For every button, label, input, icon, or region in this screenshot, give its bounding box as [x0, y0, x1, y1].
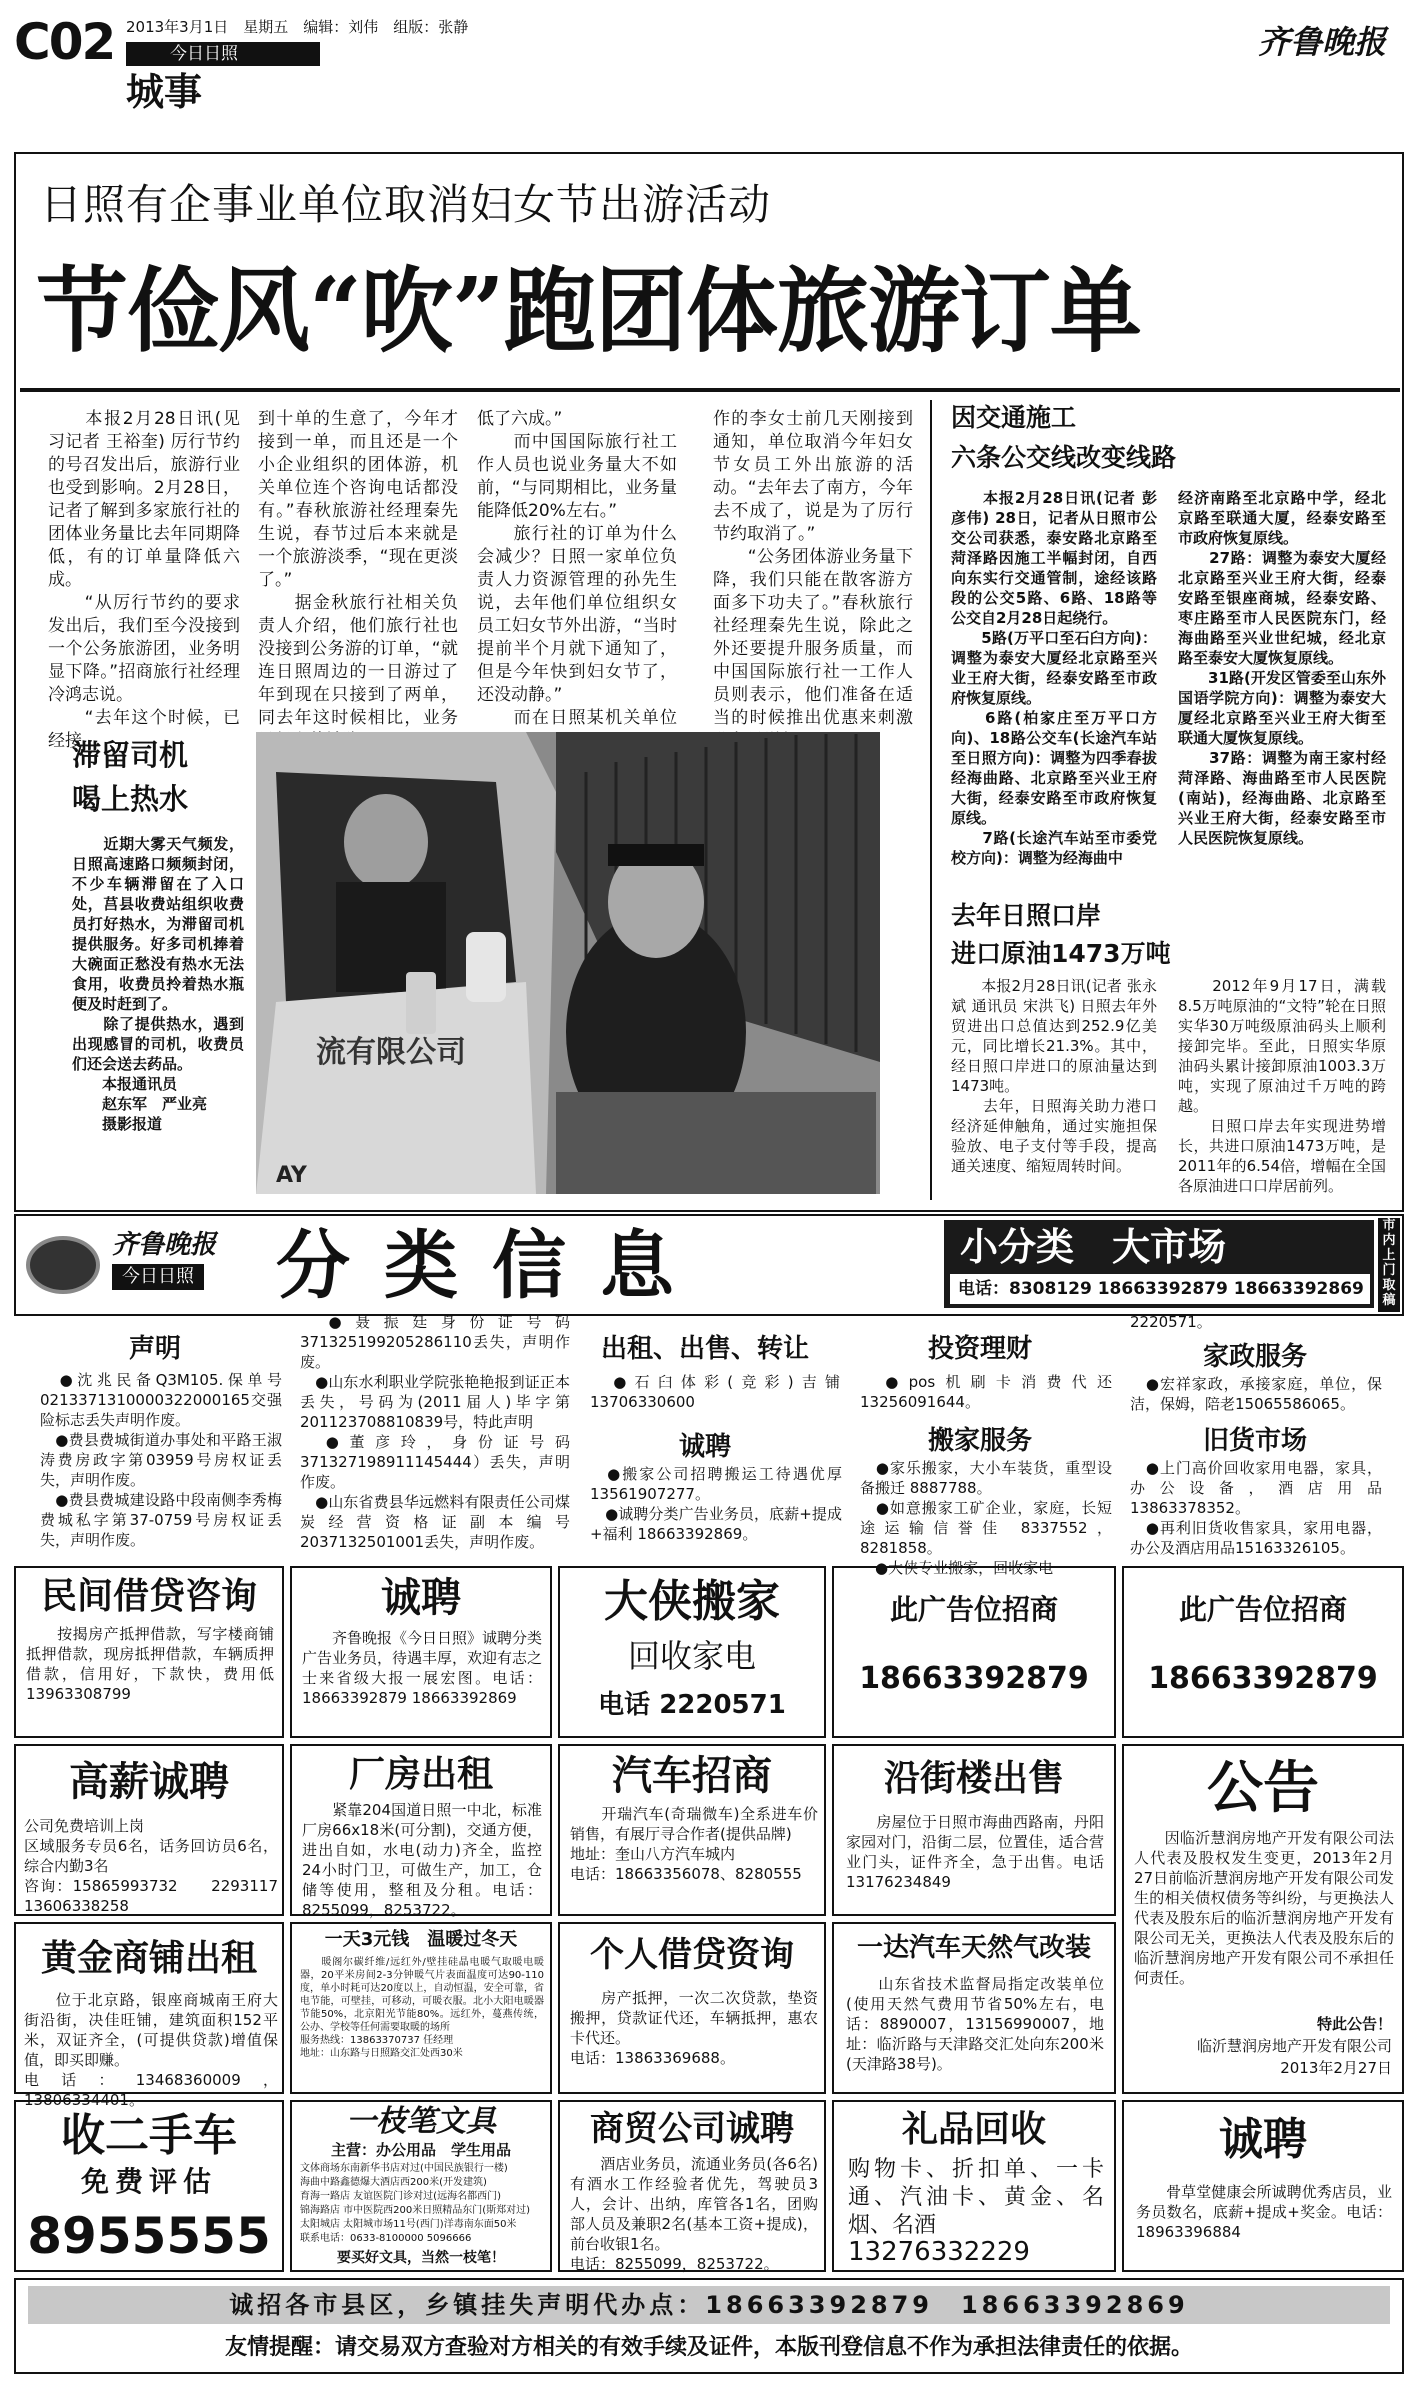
lead-col-1: 本报2月28日讯(见习记者 王裕奎) 厉行节约的号召发出后，旅游行业也受到影响。2月28日，记者了解到多家旅行社的团体业务量比去年同期降低，有的订单量降低六成。 “从厉行节约的要求发出后，我们至今没接到一个公务旅游团，业务明显下降。”招商旅行社经理冷鸿志说。 “去年这个时候，已经接	[48, 409, 240, 751]
ad-gift-recycle-phone: 13276332229	[848, 2237, 1030, 2267]
ad-gift-recycle-body: 购物卡、折扣单、一卡通、汽油卡、黄金、名烟、名酒	[848, 2157, 1104, 2238]
ad-auto-dealer-body: 开瑞汽车(奇瑞微车)全系进车价销售，有展厅寻合作者(提供品牌) 地址：奎山八方汽车城内 电话：18663356078、8280555	[570, 1805, 818, 1883]
ad-heater-body: 暖阁尔碳纤维/远红外/壁挂硅晶电暖气取暖电暖器，20平米房间2-3分钟暖气片表面温度可达90-110度，单小时耗可达20度以上，自动恒温，安全可靠，省电节能，可壁挂，可移动，可暖衣服。北小大阳电暖器节能50%，北京阳光节能80%。远红外，蔓燕传统，公办、学校等任何需要取暖的场所 服务热线：13863370737 任经理 地址：山东路与日照路交汇处西30米	[300, 1957, 544, 2059]
heading-household: 家政服务	[1202, 1342, 1307, 1372]
ad-factory-title: 厂房出租	[348, 1753, 493, 1795]
ad-auto-dealer-title: 汽车招商	[612, 1752, 772, 1799]
news-box-border	[14, 152, 1404, 1212]
ad-shop-sale-body: 房屋位于日照市海曲西路南，丹阳家园对门，沿街二层，位置佳，适合营业门头，证件齐全，急于出售。电话 13176234849	[846, 1813, 1104, 1891]
ad-loan-title: 民间借贷咨询	[40, 1575, 257, 1617]
ad-used-car-phone: 8955555	[27, 2207, 271, 2265]
ad-stationery-title: 一枝笔文具	[346, 2104, 496, 2139]
lead-headline: 节俭风“吹”跑团体旅游订单	[36, 257, 1141, 365]
bus-title-2: 六条公交线改变线路	[951, 443, 1177, 472]
ad-public-notice-title: 公告	[1207, 1755, 1319, 1821]
moving-cont: 2220571。	[1130, 1313, 1212, 1331]
photo-caption: 近期大雾天气频发，日照高速路口频频封闭，不少车辆滞留在了入口处，莒县收费站组织收费员打好热水，为滞留司机提供服务。好多司机捧着大碗面正愁没有热水无法食用，收费员拎着热水瓶便及时赶到了。 除了提供热水，遇到出现感冒的司机，收费员们还会送去药品。 本报通讯员 赵东军 严业亮 摄影报道	[72, 835, 244, 1133]
ad-moving-sub: 回收家电	[627, 1637, 756, 1675]
ad-gift-recycle-title: 礼品回收	[901, 2109, 1046, 2150]
ad-trade-hire-title: 商贸公司诚聘	[590, 2109, 794, 2149]
notice-list-2: ●聂振廷身份证号码371325199205286110丢失，声明作废。 ●山东水利职业学院张艳艳报到证正本丢失，号码为(2011届人)毕字第201123708810839号，特此声明 ●董彦玲，身份证号码371327198911145444）丢失，声明作废。 ●山东省费县华远燃料有限责任公司煤炭经营资格证副本编号2037132501001丢失，声明作废。	[300, 1313, 570, 1551]
issue-meta: 2013年3月1日 星期五 编辑：刘伟 组版：张静	[126, 18, 469, 36]
ad-gold-shop[interactable]	[14, 1922, 284, 2109]
ad-public-notice-sign-3: 2013年2月27日	[1280, 2059, 1392, 2077]
heading-notice: 声明	[128, 1334, 181, 1364]
ad-high-salary-body: 公司免费培训上岗 区域服务专员6名，话务回访员6名，综合内勤3名 咨询：15865993732 2293117 13606338258	[24, 1817, 278, 1915]
ad-factory[interactable]	[290, 1744, 552, 1919]
ad-personal-loan-body: 房产抵押，一次二次贷款，垫资搬押，贷款证代还，车辆抵押，惠农卡代还。 电话：13863369688。	[570, 1989, 818, 2067]
classified-banner	[14, 1214, 1404, 1316]
ad-factory-body: 紧靠204国道日照一中北，标准厂房66x18米(可分割)，交通方便，进出自如，水电(动力)齐全，监控24小时门卫，可做生产，加工，仓储等使用，整租及分租。电话：8255099，8253722。	[302, 1801, 542, 1919]
footer-line-1: 诚招各市县区，乡镇挂失声明代办点：18663392879 18663392869	[28, 2286, 1390, 2324]
ad-personal-loan[interactable]	[558, 1922, 826, 2094]
ad-health-hire-title: 诚聘	[1219, 2114, 1307, 2165]
lead-col-2: 到十单的生意了，今年才接到一单，而且还是一个小企业组织的团体游，机关单位连个咨询电话都没有。”春秋旅游社经理秦先生说，春节过后本来就是一个旅游淡季，“现在更淡了。” 据金秋旅行社相关负责人介绍，他们旅行社也没接到公务游的订单，“就连日照周边的一日游过了年到现在只接到了两单，同去年这时候相比，业务	[258, 409, 458, 728]
photo-title-2: 喝上热水	[72, 782, 189, 816]
ad-personal-loan-title: 个人借贷资询	[590, 1935, 794, 1975]
ad-slot-1-title: 此广告位招商	[889, 1593, 1058, 1626]
ad-loan[interactable]	[14, 1566, 284, 1738]
footer-line-2: 友情提醒：请交易双方查验对方相关的有效手续及证件，本版刊登信息不作为承担法律责任的依据。	[224, 2335, 1193, 2360]
ad-heater-title: 一天3元钱 温暖过冬天	[324, 1929, 518, 1950]
used-list: ●上门高价回收家用电器，家具，办公设备，酒店用品13863378352。 ●再利旧货收售家具，家用电器，办公及酒店用品15163326105。	[1130, 1459, 1382, 1557]
ad-moving-title: 大侠搬家	[604, 1576, 780, 1627]
heading-rent: 出租、出售、转让	[600, 1334, 809, 1364]
ad-gift-recycle[interactable]	[832, 2100, 1116, 2272]
ad-cng-title: 一达汽车天然气改装	[856, 1933, 1091, 1963]
household-list: ●宏祥家政，承接家庭，单位，保洁，保姆，陪老15065586065。	[1130, 1375, 1382, 1413]
ad-slot-2[interactable]	[1122, 1566, 1404, 1738]
ad-used-car-title: 收二手车	[61, 2110, 237, 2161]
ad-slot-2-phone: 18663392879	[1148, 1661, 1378, 1696]
bus-col-2: 经济南路至北京路中学，经北京路至联通大厦，经泰安路至市政府恢复原线。 27路：调整为泰安大厦经北京路至兴业王府大街，经泰安路至银座商城，经泰安路、枣庄路至市人民医院东门，经海曲路至兴业世纪城，经北京路至泰安大厦恢复原线。 31路(开发区管委至山东外国语学院方向)：调整为泰安大厦经北京路至兴业王府大街至联通大厦恢复原线。 37路：调整为南王家村经菏泽路、海曲路至市人民医院(南站)，经海曲路、北京路至兴业王府大街，经泰安路至市人民医院恢复原线。	[1178, 489, 1386, 847]
ad-trade-hire-body: 酒店业务员，流通业务员(各6名)有酒水工作经验者优先，驾驶员3人，会计、出纳，库管各1名，团购部人员及兼职2名(基本工资+提成)，前台收银1名。 电话：8255099，8253722。	[570, 2155, 818, 2273]
heading-finance: 投资理财	[927, 1334, 1032, 1364]
ad-gold-shop-title: 黄金商铺出租	[40, 1937, 257, 1979]
page-number: C02	[14, 13, 115, 71]
brand-logo: 齐鲁晚报	[1258, 23, 1387, 61]
ad-stationery-slogan: 要买好文具，当然一枝笔！	[337, 2250, 505, 2266]
ad-moving-phone: 电话 2220571	[598, 1690, 786, 1720]
hire-list: ●搬家公司招聘搬运工待遇优厚 13561907277。 ●诚聘分类广告业务员，底薪+提成+福利 18663392869。	[590, 1465, 842, 1543]
ad-public-notice-sign-1: 特此公告！	[1316, 2015, 1392, 2033]
ad-loan-body: 按揭房产抵押借款，写字楼商铺抵押借款，现房抵押借款，车辆质押借款，信用好，下款快，费用低 13963308799	[26, 1625, 274, 1703]
ad-health-hire[interactable]	[1122, 2100, 1404, 2272]
edition-tag: 今日日照	[126, 42, 320, 66]
cab-mark: AY	[276, 1163, 307, 1188]
banner-brand: 齐鲁晚报	[112, 1230, 217, 1260]
oil-col-1: 本报2月28日讯(记者 张永斌 通讯员 宋洪飞) 日照去年外贸进出口总值达到252.9亿美元，同比增长21.3%。其中，经日照口岸进口的原油量达到1473吨。 去年，日照海关助力港口经济延伸触角，通过实施担保验放、电子支付等手段，提高通关速度、缩短周转时间。	[951, 977, 1157, 1175]
ad-gold-shop-body: 位于北京路，银座商城南王府大街沿街，决佳旺铺，建筑面积152平米，双证齐全，(可提供贷款)增值保值，即买即赚。 电话：13468360009，13806334401。	[24, 1991, 278, 2109]
ad-auto-dealer[interactable]	[558, 1744, 826, 1916]
photo-title-1: 滞留司机	[72, 738, 189, 772]
lead-kicker: 日照有企事业单位取消妇女节出游活动	[40, 180, 772, 229]
oil-title-2: 进口原油1473万吨	[951, 939, 1171, 968]
rent-list: ●石臼体彩(竞彩)吉铺13706330600	[590, 1373, 840, 1411]
oil-col-2: 2012年9月17日，满载8.5万吨原油的“文特”轮在日照实华30万吨级原油码头上顺利接卸完毕。至此，日照实华原油码头累计接卸原油1003.3万吨，实现了原油过千万吨的跨越。 日照口岸去年实现进势增长，共进口原油1473万吨，是2011年的6.54倍，增幅在全国各原油进口口岸居前列。	[1178, 977, 1386, 1195]
lead-col-3: 低了六成。” 而中国国际旅行社工作人员也说业务量大不如前，“与同期相比，业务量能降低20%左右。” 旅行社的订单为什么会减少？日照一家单位负责人力资源管理的孙先生说，去年他们单位组织女员工妇女节外出游，“当时提前半个月就下通知了，但是今年快到妇女节了，还没动静。” 而在日照某机关单位	[477, 409, 677, 728]
heading-moving: 搬家服务	[927, 1426, 1032, 1456]
banner-edition: 今日日照	[112, 1264, 204, 1290]
ad-slot-1[interactable]	[832, 1566, 1116, 1738]
ad-heater[interactable]	[290, 1922, 552, 2094]
ad-hire-paper-body: 齐鲁晚报《今日日照》诚聘分类广告业务员，待遇丰厚，欢迎有志之士来省级大报一展宏图。电话：18663392879 18663392869	[302, 1629, 543, 1707]
truck-sign: 流有限公司	[316, 1035, 466, 1070]
section-title: 城事	[126, 70, 203, 114]
ad-stationery[interactable]	[290, 2100, 552, 2272]
notice-list-1: ●沈兆民备Q3M105.保单号0213371310000322000165交强险标志丢失声明作废。 ●费县费城街道办事处和平路王淑涛费房政字第03959号房权证丢失，声明作废。 ●费县费城建设路中段南侧李秀梅费城私字第37-0759号房权证丢失，声明作废。	[40, 1371, 282, 1549]
ad-hire-paper[interactable]	[290, 1566, 552, 1738]
ad-trade-hire[interactable]	[558, 2100, 826, 2272]
banner-phone: 电话：8308129 18663392879 18663392869	[950, 1274, 1370, 1304]
finance-list: ●pos机刷卡消费代还13256091644。	[860, 1373, 1112, 1411]
ad-cng[interactable]	[832, 1922, 1116, 2094]
ad-public-notice-sign-2: 临沂慧润房地产开发有限公司	[1196, 2037, 1392, 2055]
ad-high-salary[interactable]	[14, 1744, 284, 1916]
ad-public-notice-body: 因临沂慧润房地产开发有限公司法人代表及股权发生变更，2013年2月27日前临沂慧润房地产开发有限公司发生的相关债权债务等纠纷，与更换法人代表及股东后的临沂慧润房地产开发有限公司无关，更换法人代表及股东后的临沂慧润房地产开发有限公司不承担任何责任。	[1134, 1829, 1394, 1987]
lead-col-4: 作的李女士前几天刚接到通知，单位取消今年妇女节女员工外出旅游的活动。“去年去了南方，今年去不成了，说是为了厉行节约取消了。” “公务团体游业务量下降，我们只能在散客游方面多下功夫了。”春秋旅行社经理秦先生说，除此之外还要提升服务质量，而中国国际旅行社一工作人员则表示，他们准备在适当的时候推出优惠来刺激	[713, 409, 913, 728]
oil-title-1: 去年日照口岸	[951, 901, 1102, 930]
ad-stationery-sub: 主营：办公用品 学生用品	[330, 2141, 511, 2159]
banner-logo-circle	[26, 1236, 100, 1294]
ad-slot-1-phone: 18663392879	[859, 1661, 1089, 1696]
heading-used: 旧货市场	[1202, 1426, 1307, 1456]
ad-moving[interactable]	[558, 1566, 826, 1738]
ad-used-car-sub: 免费评估	[80, 2165, 217, 2198]
banner-right-title: 小分类 大市场	[960, 1225, 1227, 1269]
ad-slot-2-title: 此广告位招商	[1178, 1593, 1347, 1626]
bus-col-1: 本报2月28日讯(记者 彭彦伟) 28日，记者从日照市公交公司获悉，泰安路北京路至菏泽路因施工半幅封闭，自西向东实行交通管制，途经该路段的公交5路、6路、18路等公交自2月28日起绕行。 5路(万平口至石臼方向)：调整为泰安大厦经北京路至兴业王府大街，经泰安路至市政府恢复原线。 6路(柏家庄至万平口方向)、18路公交车(长途汽车站至日照方向)：调整为四季春拔经海曲路、北京路至兴业王府大街，经泰安路至市政府恢复原线。 7路(长途汽车站至市委党校方向)：调整为经海曲中	[951, 489, 1157, 867]
ad-shop-sale[interactable]	[832, 1744, 1116, 1916]
ad-shop-sale-title: 沿街楼出售	[883, 1757, 1064, 1799]
heading-hire: 诚聘	[678, 1432, 731, 1462]
ad-public-notice[interactable]	[1122, 1744, 1404, 2094]
banner-title: 分类信息	[276, 1223, 708, 1309]
ad-hire-paper-title: 诚聘	[381, 1574, 461, 1621]
ad-used-car[interactable]	[14, 2100, 284, 2272]
ad-high-salary-title: 高薪诚聘	[69, 1758, 229, 1805]
ad-health-hire-body: 骨草堂健康会所诚聘优秀店员，业务员数名，底薪+提成+奖金。电话：18963396884	[1136, 2183, 1392, 2241]
ad-cng-body: 山东省技术监督局指定改装单位(使用天然气费用节省50%左右，电话：8890007，13156990007，地址：临沂路与天津路交汇处向东200米(天津路38号)。	[846, 1975, 1104, 2073]
ad-stationery-body: 文体商场东南新华书店对过(中国民族银行一楼) 海曲中路鑫德爆大酒店西200米(开发建筑) 育海一路店 友谊医院门诊对过(远海名都西门) 锦海路店 市中医院西200米日照精品东门(斯郑对过) 太阳城店 太阳城市场11号(西门)洋毒南东面50米 联系电话：0633-8100000 5096666	[300, 2163, 531, 2244]
bus-title-1: 因交通施工	[951, 403, 1077, 432]
moving-list: ●家乐搬家，大小车装货，重型设备搬迁 8887788。 ●如意搬家工矿企业，家庭，长短途运输信誉佳 8337552，8281858。 ●大侠专业搬家，回收家电	[860, 1459, 1112, 1577]
banner-side: 市内上门取稿	[1378, 1218, 1400, 1312]
